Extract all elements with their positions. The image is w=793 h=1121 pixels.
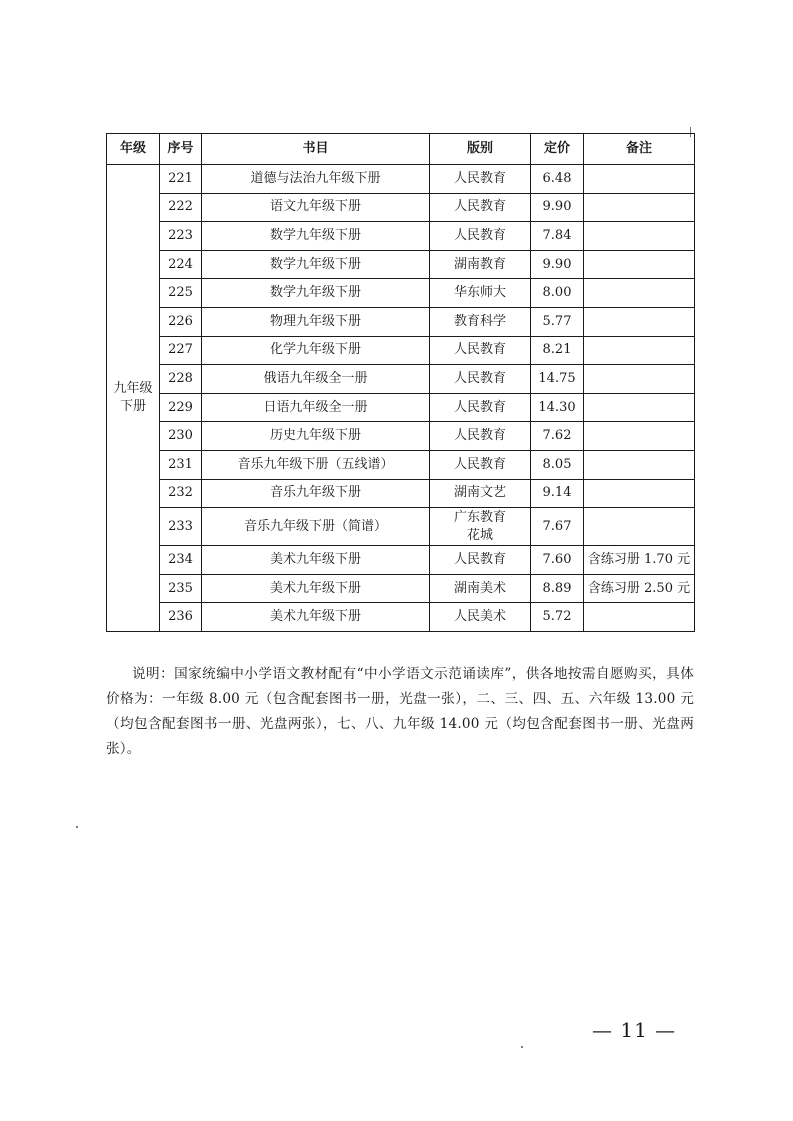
cell-no: 227: [160, 336, 202, 365]
cell-publisher: 人民教育: [430, 193, 531, 222]
table-row: [107, 250, 695, 279]
header-grade: 年级: [107, 134, 160, 165]
header-title: 书目: [202, 134, 430, 165]
cell-note: [584, 193, 695, 222]
header-note: 备注: [584, 134, 695, 165]
cell-price: 8.21: [531, 336, 584, 365]
header-price: 定价: [531, 134, 584, 165]
cell-publisher: 华东师大: [430, 279, 531, 308]
grade-cell: [107, 165, 160, 632]
cell-no: 221: [160, 165, 202, 194]
cell-note: [584, 365, 695, 394]
cell-title: 俄语九年级全一册: [202, 365, 430, 394]
cell-price: 7.84: [531, 222, 584, 251]
cell-no: 235: [160, 574, 202, 603]
cell-price: 6.48: [531, 165, 584, 194]
table-row: [107, 422, 695, 451]
cell-note: [584, 222, 695, 251]
header-publisher: 版别: [430, 134, 531, 165]
scan-speck: [521, 1046, 523, 1048]
cell-no: 229: [160, 393, 202, 422]
cell-no: 236: [160, 603, 202, 632]
cell-publisher: 人民教育: [430, 393, 531, 422]
cell-publisher: 人民教育: [430, 222, 531, 251]
cell-title: 美术九年级下册: [202, 546, 430, 575]
table-footnote: 说明：国家统编中小学语文教材配有“中小学语文示范诵读库”，供各地按需自愿购买，具体价格为：一年级 8.00 元（包含配套图书一册，光盘一张），二、三、四、五、六年级 13.00 元（均包含配套图书一册、光盘两张），七、八、九年级 14.00 元（均包含配套图书一册、光盘两张）。: [106, 665, 694, 757]
cell-publisher: 人民美术: [430, 603, 531, 632]
table-row: [107, 603, 695, 632]
cell-publisher: 湖南美术: [430, 574, 531, 603]
cell-price: 5.77: [531, 307, 584, 336]
cell-publisher: 人民教育: [430, 422, 531, 451]
table-row: [107, 393, 695, 422]
cell-price: 9.90: [531, 250, 584, 279]
cell-no: 231: [160, 450, 202, 479]
cell-price: 9.90: [531, 193, 584, 222]
cell-no: 233: [160, 508, 202, 546]
cell-note: [584, 393, 695, 422]
cell-price: 7.67: [531, 508, 584, 546]
cell-price: 7.62: [531, 422, 584, 451]
cell-note: [584, 250, 695, 279]
cell-note: [584, 422, 695, 451]
cell-price: 9.14: [531, 479, 584, 508]
cell-title: 音乐九年级下册（简谱）: [202, 508, 430, 546]
cell-no: 230: [160, 422, 202, 451]
cell-price: 8.05: [531, 450, 584, 479]
cell-publisher: 人民教育: [430, 450, 531, 479]
table-row: [107, 165, 695, 194]
cell-title: 音乐九年级下册（五线谱）: [202, 450, 430, 479]
cell-title: 道德与法治九年级下册: [202, 165, 430, 194]
cell-title: 历史九年级下册: [202, 422, 430, 451]
cell-publisher: 人民教育: [430, 546, 531, 575]
cell-title: 数学九年级下册: [202, 279, 430, 308]
cell-no: 232: [160, 479, 202, 508]
cell-note: [584, 479, 695, 508]
cell-no: 222: [160, 193, 202, 222]
cell-title: 日语九年级全一册: [202, 393, 430, 422]
scan-speck: [76, 826, 78, 828]
cell-title: 化学九年级下册: [202, 336, 430, 365]
cell-title: 数学九年级下册: [202, 250, 430, 279]
cell-no: 224: [160, 250, 202, 279]
table-row: [107, 479, 695, 508]
cell-publisher: [430, 508, 531, 546]
cell-price: 14.30: [531, 393, 584, 422]
cell-title: 美术九年级下册: [202, 603, 430, 632]
table-row: [107, 450, 695, 479]
cell-price: 14.75: [531, 365, 584, 394]
cell-title: 数学九年级下册: [202, 222, 430, 251]
table-row: [107, 336, 695, 365]
publisher-line1: 广东教育: [453, 509, 506, 525]
table-row: [107, 222, 695, 251]
table-row: [107, 546, 695, 575]
grade-label-line2: 下册: [119, 398, 146, 414]
cell-no: 226: [160, 307, 202, 336]
table-row: [107, 193, 695, 222]
cell-price: 7.60: [531, 546, 584, 575]
cell-title: 语文九年级下册: [202, 193, 430, 222]
cell-title: 物理九年级下册: [202, 307, 430, 336]
cell-price: 8.00: [531, 279, 584, 308]
textbook-price-table: [106, 133, 695, 632]
cell-publisher: 湖南教育: [430, 250, 531, 279]
cell-publisher: 人民教育: [430, 365, 531, 394]
cell-publisher: 湖南文艺: [430, 479, 531, 508]
cell-note: [584, 508, 695, 546]
cell-no: 234: [160, 546, 202, 575]
cell-publisher: 人民教育: [430, 165, 531, 194]
cell-note: [584, 603, 695, 632]
table-row: [107, 574, 695, 603]
grade-label-line1: 九年级: [113, 380, 153, 396]
cell-publisher: 人民教育: [430, 336, 531, 365]
table-row: [107, 279, 695, 308]
cell-note: [584, 279, 695, 308]
table-header-row: [107, 134, 695, 165]
cell-note: [584, 307, 695, 336]
cell-note: [584, 450, 695, 479]
cell-title: 美术九年级下册: [202, 574, 430, 603]
page-number: — 11 —: [592, 1018, 677, 1042]
publisher-line2: 花城: [466, 527, 493, 543]
cell-note: [584, 336, 695, 365]
cell-no: 223: [160, 222, 202, 251]
cell-title: 音乐九年级下册: [202, 479, 430, 508]
table-row: [107, 307, 695, 336]
cell-no: 225: [160, 279, 202, 308]
table-row: [107, 508, 695, 546]
cell-note: 含练习册 1.70 元: [584, 546, 695, 575]
cell-price: 5.72: [531, 603, 584, 632]
header-no: 序号: [160, 134, 202, 165]
cell-publisher: 教育科学: [430, 307, 531, 336]
cell-no: 228: [160, 365, 202, 394]
cell-note: 含练习册 2.50 元: [584, 574, 695, 603]
table-row: [107, 365, 695, 394]
cell-note: [584, 165, 695, 194]
cell-price: 8.89: [531, 574, 584, 603]
